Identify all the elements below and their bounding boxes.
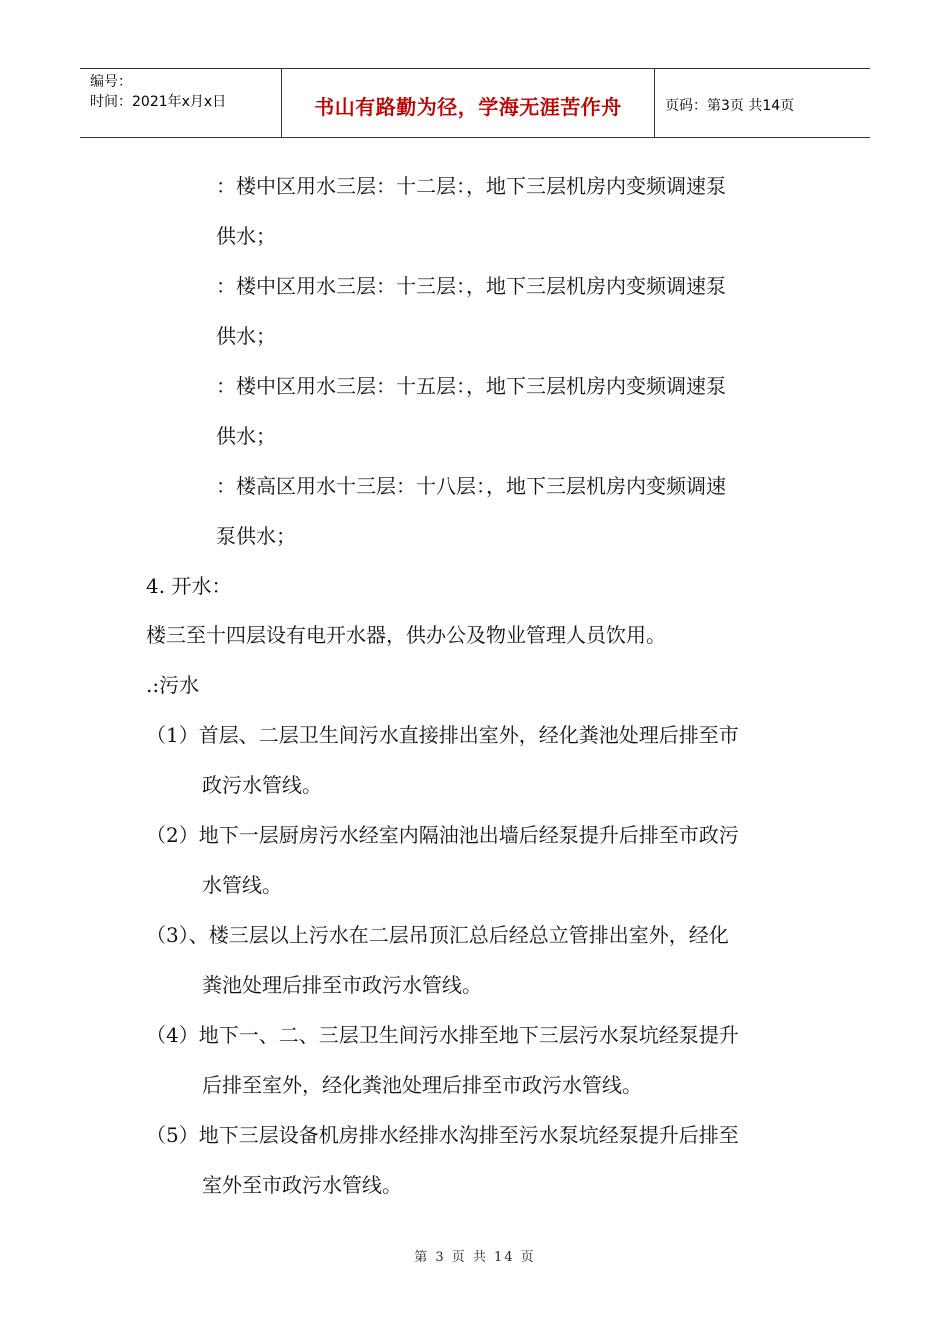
list-item: （1）首层、二层卫生间污水直接排出室外，经化粪池处理后排至市	[146, 723, 739, 747]
list-item-continuation: 粪池处理后排至市政污水管线。	[202, 973, 482, 997]
section-heading: .:污水	[146, 673, 200, 697]
body-line: 供水；	[216, 224, 276, 248]
document-date: 时间：2021年x月x日	[90, 94, 227, 110]
header-page-info: 页码：第3页 共14页	[665, 98, 795, 114]
list-item: （3）、楼三层以上污水在二层吊顶汇总后经总立管排出室外，经化	[146, 923, 729, 947]
body-line: ：楼中区用水三层：十二层：，地下三层机房内变频调速泵	[216, 174, 726, 198]
header-page-cell	[655, 69, 870, 137]
section-heading: 4. 开水：	[146, 574, 232, 598]
body-line: ：楼高区用水十三层：十八层：，地下三层机房内变频调速	[216, 474, 726, 498]
list-item-continuation: 后排至室外，经化粪池处理后排至市政污水管线。	[202, 1073, 642, 1097]
body-line: ：楼中区用水三层：十三层：，地下三层机房内变频调速泵	[216, 274, 726, 298]
list-item: （2）地下一层厨房污水经室内隔油池出墙后经泵提升后排至市政污	[146, 823, 739, 847]
body-line: 泵供水；	[216, 524, 296, 548]
list-item-continuation: 室外至市政污水管线。	[202, 1173, 402, 1197]
header-motto-cell	[282, 69, 655, 137]
document-number-label: 编号：	[90, 74, 132, 90]
body-line: 楼三至十四层设有电开水器，供办公及物业管理人员饮用。	[146, 623, 666, 647]
list-item: （5）地下三层设备机房排水经排水沟排至污水泵坑经泵提升后排至	[146, 1123, 739, 1147]
body-line: 供水；	[216, 324, 276, 348]
list-item-continuation: 水管线。	[202, 873, 282, 897]
page-header	[80, 68, 870, 138]
body-line: ：楼中区用水三层：十五层：，地下三层机房内变频调速泵	[216, 374, 726, 398]
body-line: 供水；	[216, 424, 276, 448]
header-meta-cell	[80, 69, 282, 137]
list-item-continuation: 政污水管线。	[202, 773, 322, 797]
page-footer: 第 3 页 共 14 页	[414, 1250, 536, 1265]
header-motto: 书山有路勤为径，学海无涯苦作舟	[314, 95, 622, 119]
list-item: （4）地下一、二、三层卫生间污水排至地下三层污水泵坑经泵提升	[146, 1023, 739, 1047]
